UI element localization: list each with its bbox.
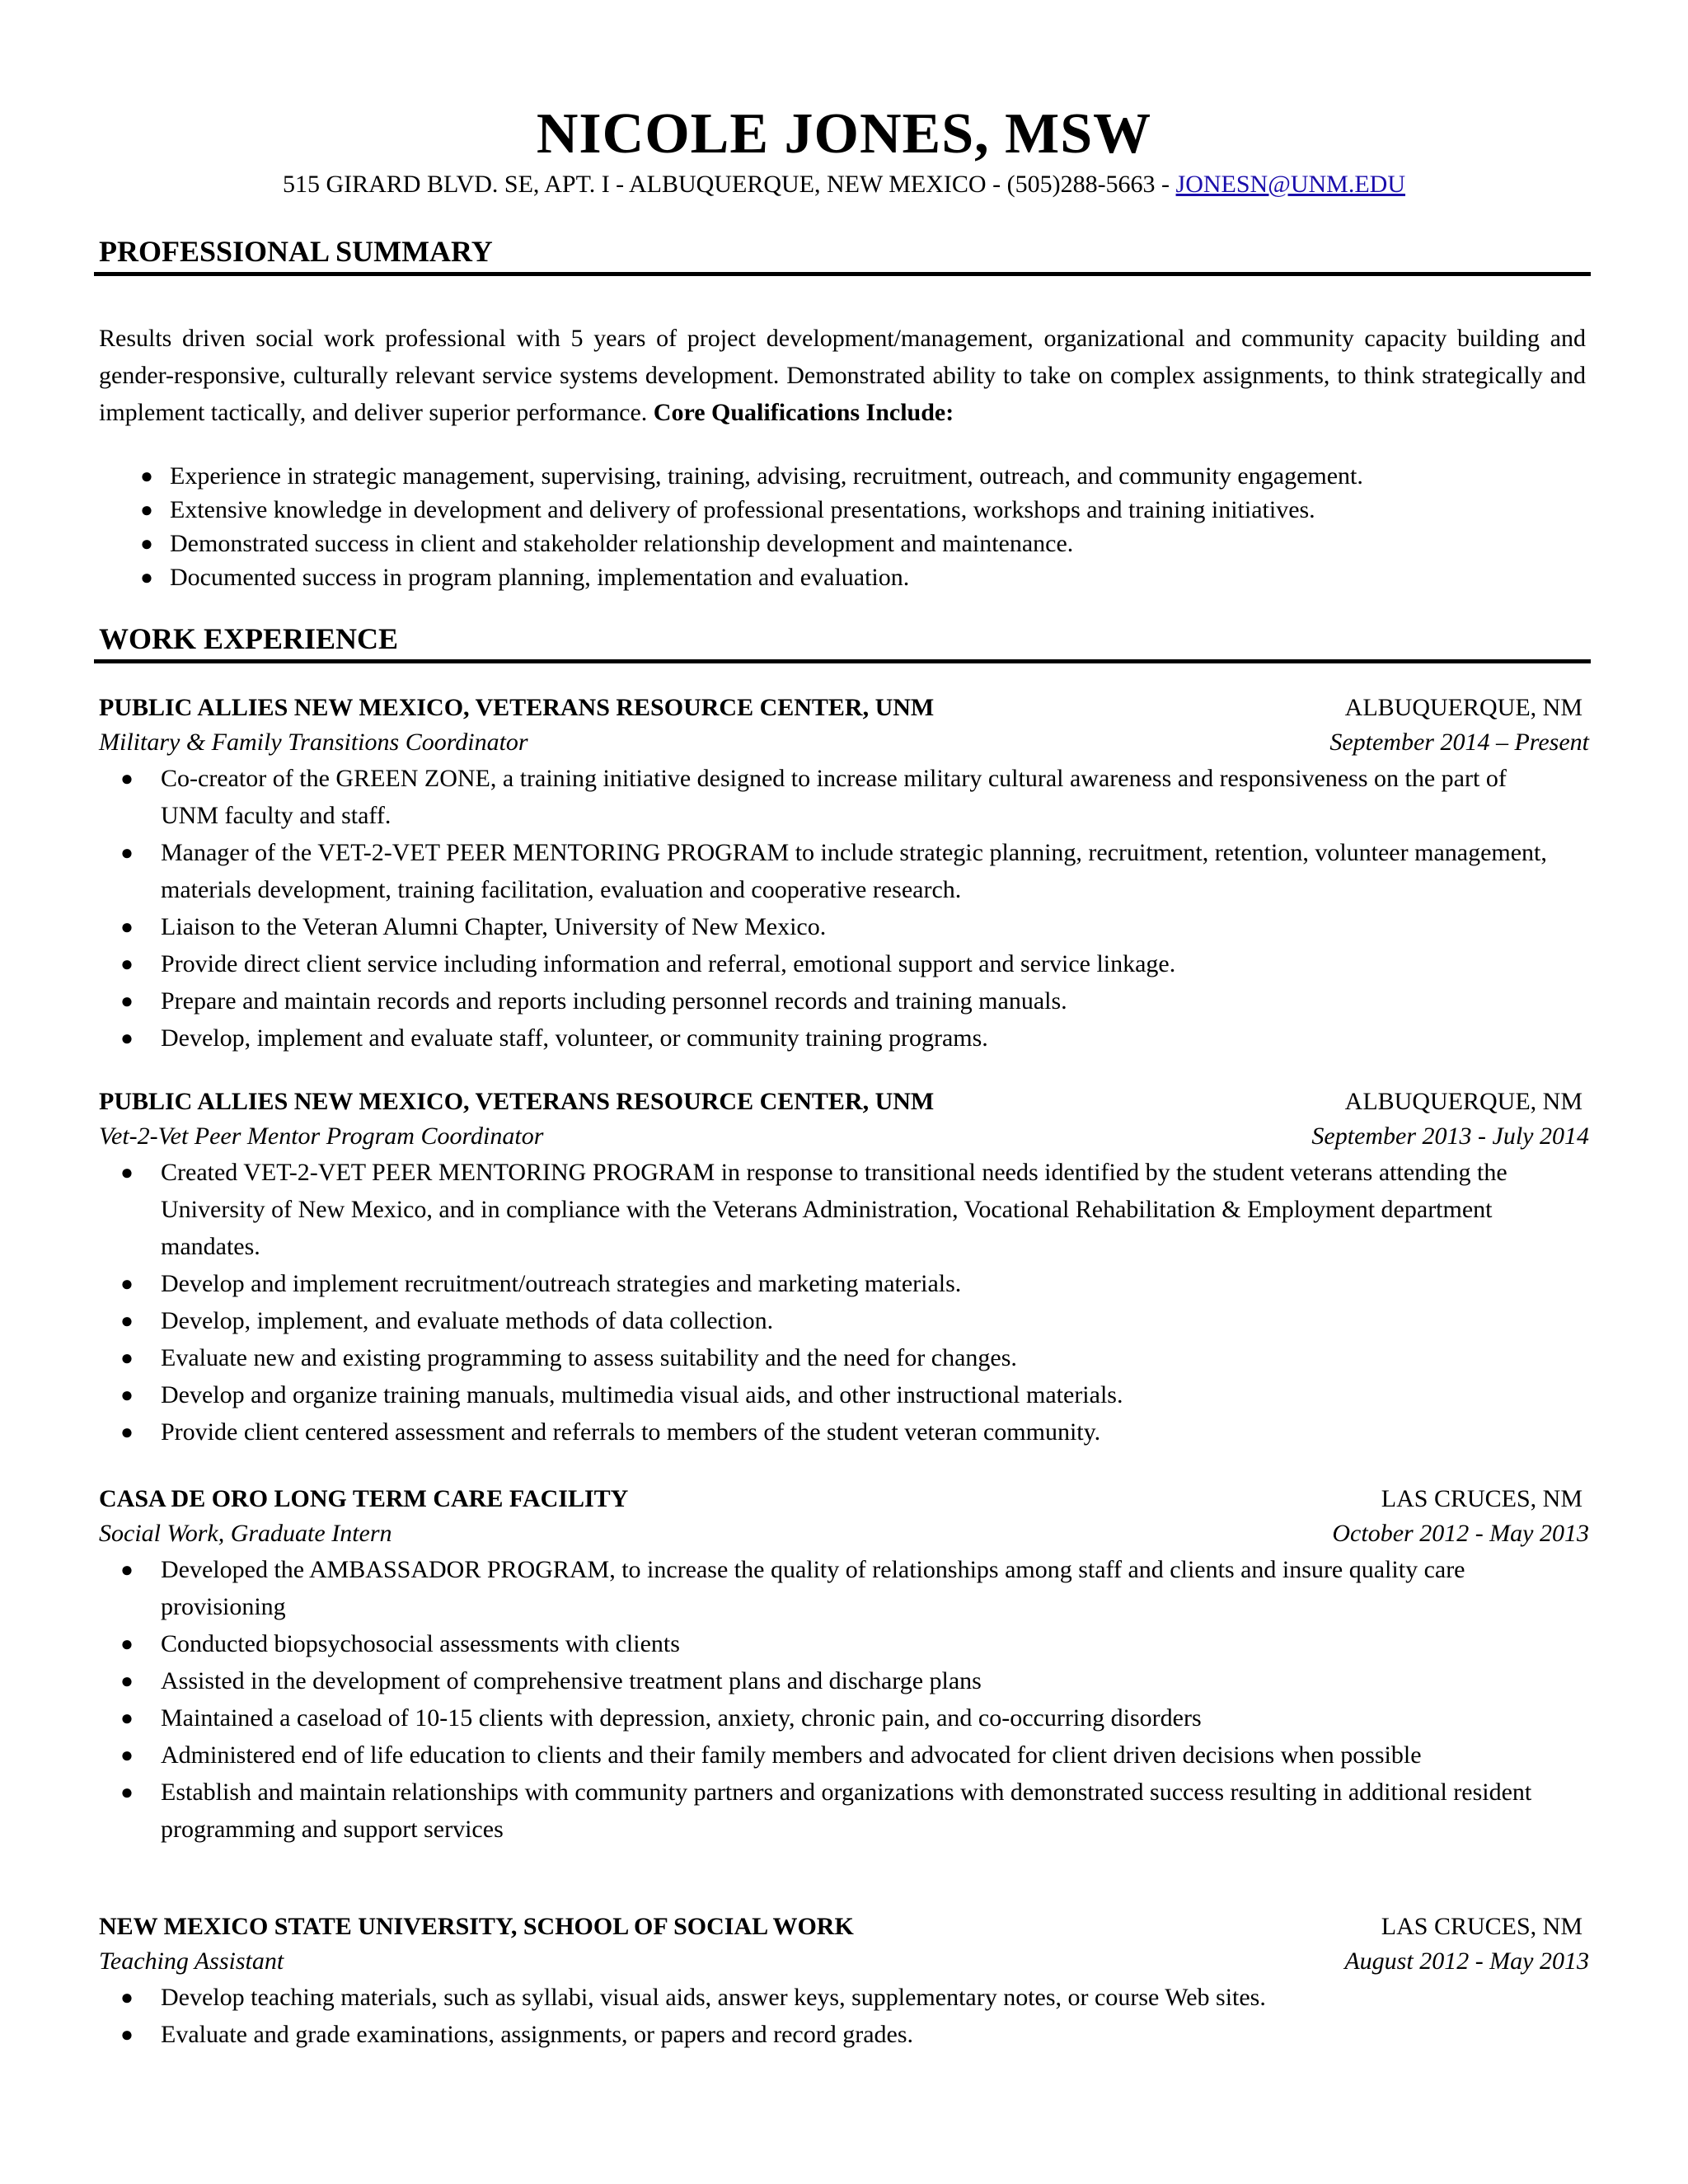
core-qualifications-list — [107, 457, 1591, 593]
job-entry-3 — [99, 1482, 1589, 1848]
list-item: ● Evaluate and grade examinations, assignments, or papers and record grades. — [99, 2016, 1558, 2053]
contact-line — [0, 166, 1688, 203]
bullet-icon: ● — [120, 766, 134, 790]
job-header — [99, 1910, 1589, 1944]
list-item: ● Manager of the VET-2-VET PEER MENTORING PROGRAM to include strategic planning, recruitment, retention, volunteer management, materials development, training facilitation, evaluation and cooperative research. — [99, 834, 1558, 908]
job-subheader — [99, 1119, 1589, 1154]
bullet-icon: ● — [120, 1706, 134, 1730]
list-item: ● Created VET-2-VET PEER MENTORING PROGRAM in response to transitional needs identified by the student veterans attending the University of New Mexico, and in compliance with the Veterans Administration, Vocational Rehabilitation & Employment department mandates. — [99, 1154, 1558, 1265]
list-item: ● Develop and organize training manuals, multimedia visual aids, and other instructional materials. — [99, 1376, 1558, 1413]
contact-details: 515 GIRARD BLVD. SE, APT. I - ALBUQUERQUE, NEW MEXICO - (505)288-5663 - — [282, 171, 1176, 198]
bullet-icon: ● — [140, 532, 153, 555]
job-location: ALBUQUERQUE, NM — [1344, 694, 1582, 721]
bullet-icon: ● — [120, 1383, 134, 1407]
job-role: Social Work, Graduate Intern — [99, 1520, 392, 1547]
section-title-summary: PROFESSIONAL SUMMARY — [99, 235, 493, 268]
bullet-icon: ● — [120, 989, 134, 1013]
job-dates: August 2012 - May 2013 — [1344, 1947, 1589, 1975]
job-duties-list — [99, 1979, 1558, 2053]
job-organization: CASA DE ORO LONG TERM CARE FACILITY — [99, 1485, 629, 1512]
job-subheader — [99, 1516, 1589, 1551]
bullet-icon: ● — [120, 915, 134, 939]
list-item: ● Conducted biopsychosocial assessments with clients — [99, 1625, 1558, 1662]
list-item: ● Provide client centered assessment and referrals to members of the student veteran community. — [99, 1413, 1558, 1451]
job-organization: PUBLIC ALLIES NEW MEXICO, VETERANS RESOURCE CENTER, UNM — [99, 1088, 935, 1115]
list-item: ● Developed the AMBASSADOR PROGRAM, to increase the quality of relationships among staff and clients and insure quality care provisioning — [99, 1551, 1558, 1625]
job-entry-4 — [99, 1910, 1589, 2053]
bullet-icon: ● — [120, 1272, 134, 1296]
section-divider-summary — [94, 272, 1591, 276]
bullet-icon: ● — [140, 498, 153, 522]
bullet-icon: ● — [120, 1985, 134, 2009]
list-item: ● Liaison to the Veteran Alumni Chapter, University of New Mexico. — [99, 908, 1558, 945]
list-item: ● Develop, implement, and evaluate methods of data collection. — [99, 1302, 1558, 1339]
job-duties-list — [99, 1154, 1558, 1451]
job-role: Vet-2-Vet Peer Mentor Program Coordinator — [99, 1122, 544, 1150]
list-item: ● Develop teaching materials, such as syllabi, visual aids, answer keys, supplementary notes, or course Web sites. — [99, 1979, 1558, 2016]
candidate-name: NICOLE JONES, MSW — [536, 102, 1152, 166]
bullet-icon: ● — [120, 1669, 134, 1693]
list-item: ● Provide direct client service including information and referral, emotional support and service linkage. — [99, 945, 1558, 982]
job-dates: September 2014 – Present — [1329, 729, 1589, 756]
bullet-icon: ● — [120, 952, 134, 976]
bullet-icon: ● — [120, 1160, 134, 1184]
job-organization: NEW MEXICO STATE UNIVERSITY, SCHOOL OF SOCIAL WORK — [99, 1913, 854, 1940]
list-item: ● Experience in strategic management, supervising, training, advising, recruitment, outreach, and community engagement. — [107, 457, 1591, 491]
job-entry-1 — [99, 691, 1589, 1057]
list-item: ● Maintained a caseload of 10-15 clients with depression, anxiety, chronic pain, and co-occurring disorders — [99, 1699, 1558, 1736]
job-duties-list — [99, 760, 1558, 1057]
job-dates: October 2012 - May 2013 — [1332, 1520, 1589, 1547]
list-item: ● Co-creator of the GREEN ZONE, a training initiative designed to increase military cultural awareness and responsiveness on the part of UNM faculty and staff. — [99, 760, 1558, 834]
job-organization: PUBLIC ALLIES NEW MEXICO, VETERANS RESOURCE CENTER, UNM — [99, 694, 935, 721]
bullet-icon: ● — [120, 1026, 134, 1050]
list-item: ● Extensive knowledge in development and delivery of professional presentations, workshops and training initiatives. — [107, 491, 1591, 525]
job-header — [99, 1085, 1589, 1119]
job-header — [99, 691, 1589, 725]
summary-text: Results driven social work professional with 5 years of project development/management, organizational and community capacity building and gender-responsive, culturally relevant service systems development. Demonstrated ability to take on complex assignments, to think strategically and implement tactically, and deliver superior performance. — [99, 325, 1586, 426]
bullet-icon: ● — [120, 1558, 134, 1582]
core-qualifications-label: Core Qualifications Include: — [653, 399, 954, 426]
bullet-icon: ● — [120, 841, 134, 865]
job-location: ALBUQUERQUE, NM — [1344, 1088, 1582, 1115]
job-location: LAS CRUCES, NM — [1381, 1913, 1582, 1940]
bullet-icon: ● — [120, 1420, 134, 1444]
list-item: ● Demonstrated success in client and stakeholder relationship development and maintenance. — [107, 525, 1591, 559]
job-duties-list — [99, 1551, 1558, 1848]
list-item: ● Develop, implement and evaluate staff, volunteer, or community training programs. — [99, 1019, 1558, 1057]
job-dates: September 2013 - July 2014 — [1311, 1122, 1589, 1150]
list-item: ● Assisted in the development of comprehensive treatment plans and discharge plans — [99, 1662, 1558, 1699]
job-role: Military & Family Transitions Coordinator — [99, 729, 528, 756]
section-title-experience: WORK EXPERIENCE — [99, 622, 399, 655]
job-subheader — [99, 1944, 1589, 1979]
job-role: Teaching Assistant — [99, 1947, 284, 1975]
list-item: ● Prepare and maintain records and reports including personnel records and training manuals. — [99, 982, 1558, 1019]
list-item: ● Establish and maintain relationships with community partners and organizations with demonstrated success resulting in additional resident programming and support services — [99, 1774, 1558, 1848]
bullet-icon: ● — [140, 464, 153, 488]
job-location: LAS CRUCES, NM — [1381, 1485, 1582, 1512]
bullet-icon: ● — [120, 1780, 134, 1804]
email-link[interactable]: JONESN@UNM.EDU — [1175, 171, 1406, 198]
list-item: ● Administered end of life education to clients and their family members and advocated for client driven decisions when possible — [99, 1736, 1558, 1774]
section-divider-experience — [94, 659, 1591, 663]
bullet-icon: ● — [120, 1346, 134, 1370]
list-item: ● Documented success in program planning, implementation and evaluation. — [107, 559, 1591, 593]
bullet-icon: ● — [120, 1743, 134, 1767]
job-entry-2 — [99, 1085, 1589, 1451]
list-item: ● Evaluate new and existing programming to assess suitability and the need for changes. — [99, 1339, 1558, 1376]
summary-paragraph — [99, 320, 1586, 431]
bullet-icon: ● — [140, 565, 153, 589]
bullet-icon: ● — [120, 2022, 134, 2046]
bullet-icon: ● — [120, 1632, 134, 1656]
list-item: ● Develop and implement recruitment/outreach strategies and marketing materials. — [99, 1265, 1558, 1302]
job-header — [99, 1482, 1589, 1516]
bullet-icon: ● — [120, 1309, 134, 1333]
job-subheader — [99, 725, 1589, 760]
